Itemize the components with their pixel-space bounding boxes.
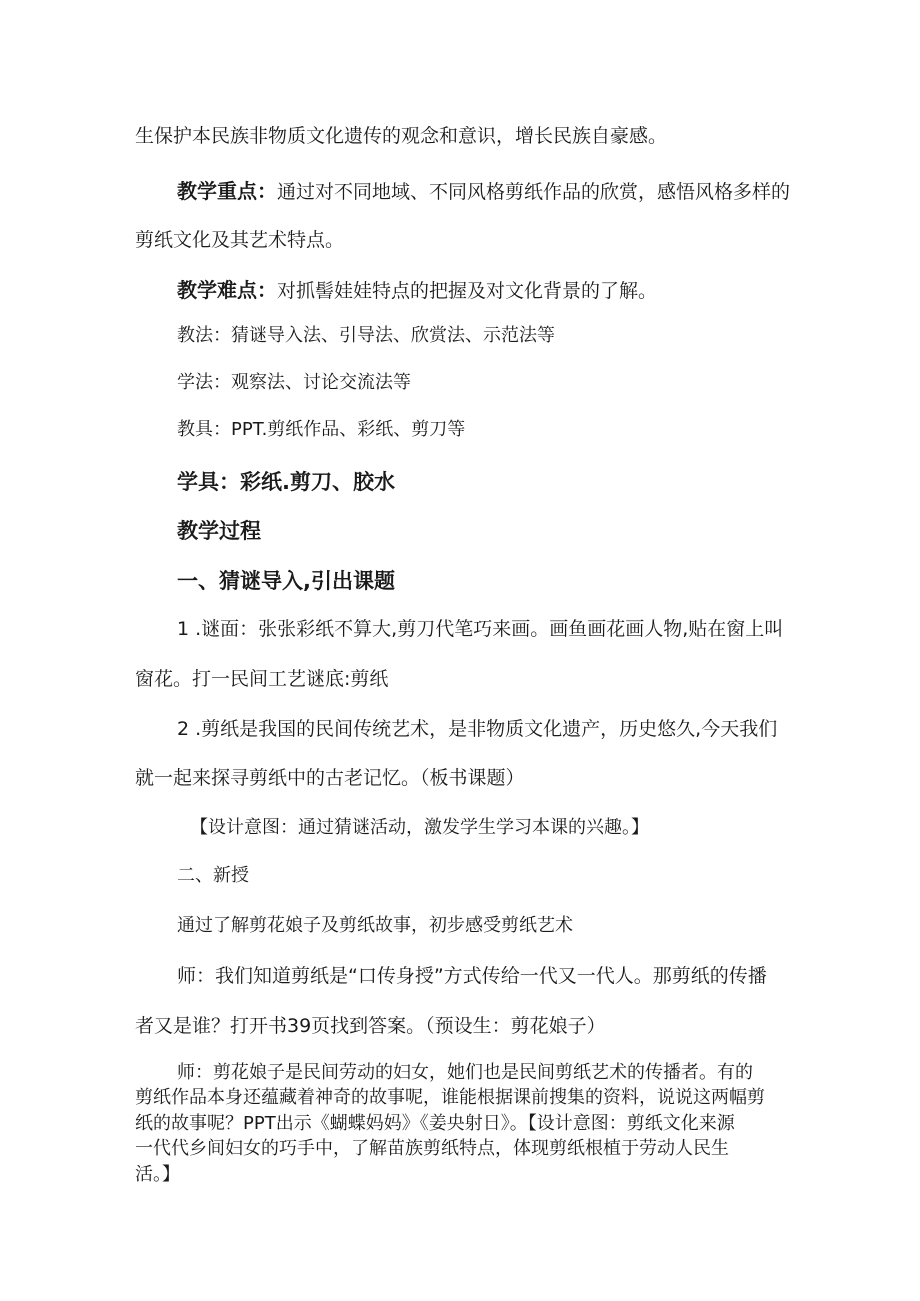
text-line: 通过了解剪花娘子及剪纸故事，初步感受剪纸艺术 bbox=[177, 915, 573, 936]
text-line: 一代代乡间妇女的巧手中，了解苗族剪纸特点，体现剪纸根植于劳动人民生 bbox=[135, 1138, 729, 1159]
text-teaching-difficulty: 对抓髻娃娃特点的把握及对文化背景的了解。 bbox=[277, 280, 658, 302]
text-line: 剪纸作品本身还蕴藏着神奇的故事呢，谁能根据课前搜集的资料，说说这两幅剪 bbox=[135, 1087, 765, 1108]
text-line: 2 .剪纸是我国的民间传统艺术，是非物质文化遗产，历史悠久,今天我们 bbox=[177, 718, 778, 740]
text-line: 窗花。打一民间工艺谜底:剪纸 bbox=[135, 668, 389, 690]
text-line: 纸的故事呢？PPT出示《蝴蝶妈妈》《姜央射日》。【设计意图：剪纸文化来源 bbox=[135, 1113, 735, 1134]
text-line bbox=[177, 274, 657, 303]
text-line: 者又是谁？打开书39页找到答案。（预设生：剪花娘子） bbox=[135, 1015, 606, 1037]
section-heading: 学具：彩纸.剪刀、胶水 bbox=[177, 470, 395, 494]
text-line: 活。】 bbox=[135, 1164, 180, 1185]
design-intent-note: 【设计意图：通过猜谜活动，激发学生学习本课的兴趣。】 bbox=[190, 817, 649, 838]
text-line: 学法：观察法、讨论交流法等 bbox=[177, 372, 411, 393]
section-heading: 教学过程 bbox=[177, 519, 261, 543]
text-line: 师：我们知道剪纸是“口传身授”方式传给一代又一代人。那剪纸的传播 bbox=[177, 965, 767, 987]
section-heading: 一、猜谜导入,引出课题 bbox=[177, 569, 395, 593]
text-line: 教法：猜谜导入法、引导法、欣赏法、示范法等 bbox=[177, 325, 555, 346]
text-line bbox=[177, 175, 790, 204]
text-line: 师：剪花娘子是民间劳动的妇女，她们也是民间剪纸艺术的传播者。有的 bbox=[177, 1062, 753, 1083]
section-heading: 二、新授 bbox=[177, 865, 249, 886]
text-line: 就一起来探寻剪纸中的古老记忆。（板书课题） bbox=[135, 767, 525, 789]
text-line: 教具：PPT.剪纸作品、彩纸、剪刀等 bbox=[177, 419, 466, 440]
text-teaching-focus: 通过对不同地域、不同风格剪纸作品的欣赏，感悟风格多样的 bbox=[277, 181, 791, 203]
label-teaching-difficulty: 教学难点： bbox=[177, 278, 277, 302]
label-teaching-focus: 教学重点： bbox=[177, 179, 277, 203]
text-line: 生保护本民族非物质文化遗传的观念和意识，增长民族自豪感。 bbox=[135, 125, 668, 147]
text-line: 剪纸文化及其艺术特点。 bbox=[135, 229, 345, 251]
text-line: 1 .谜面：张张彩纸不算大,剪刀代笔巧来画。画鱼画花画人物,贴在窗上叫 bbox=[177, 618, 784, 640]
